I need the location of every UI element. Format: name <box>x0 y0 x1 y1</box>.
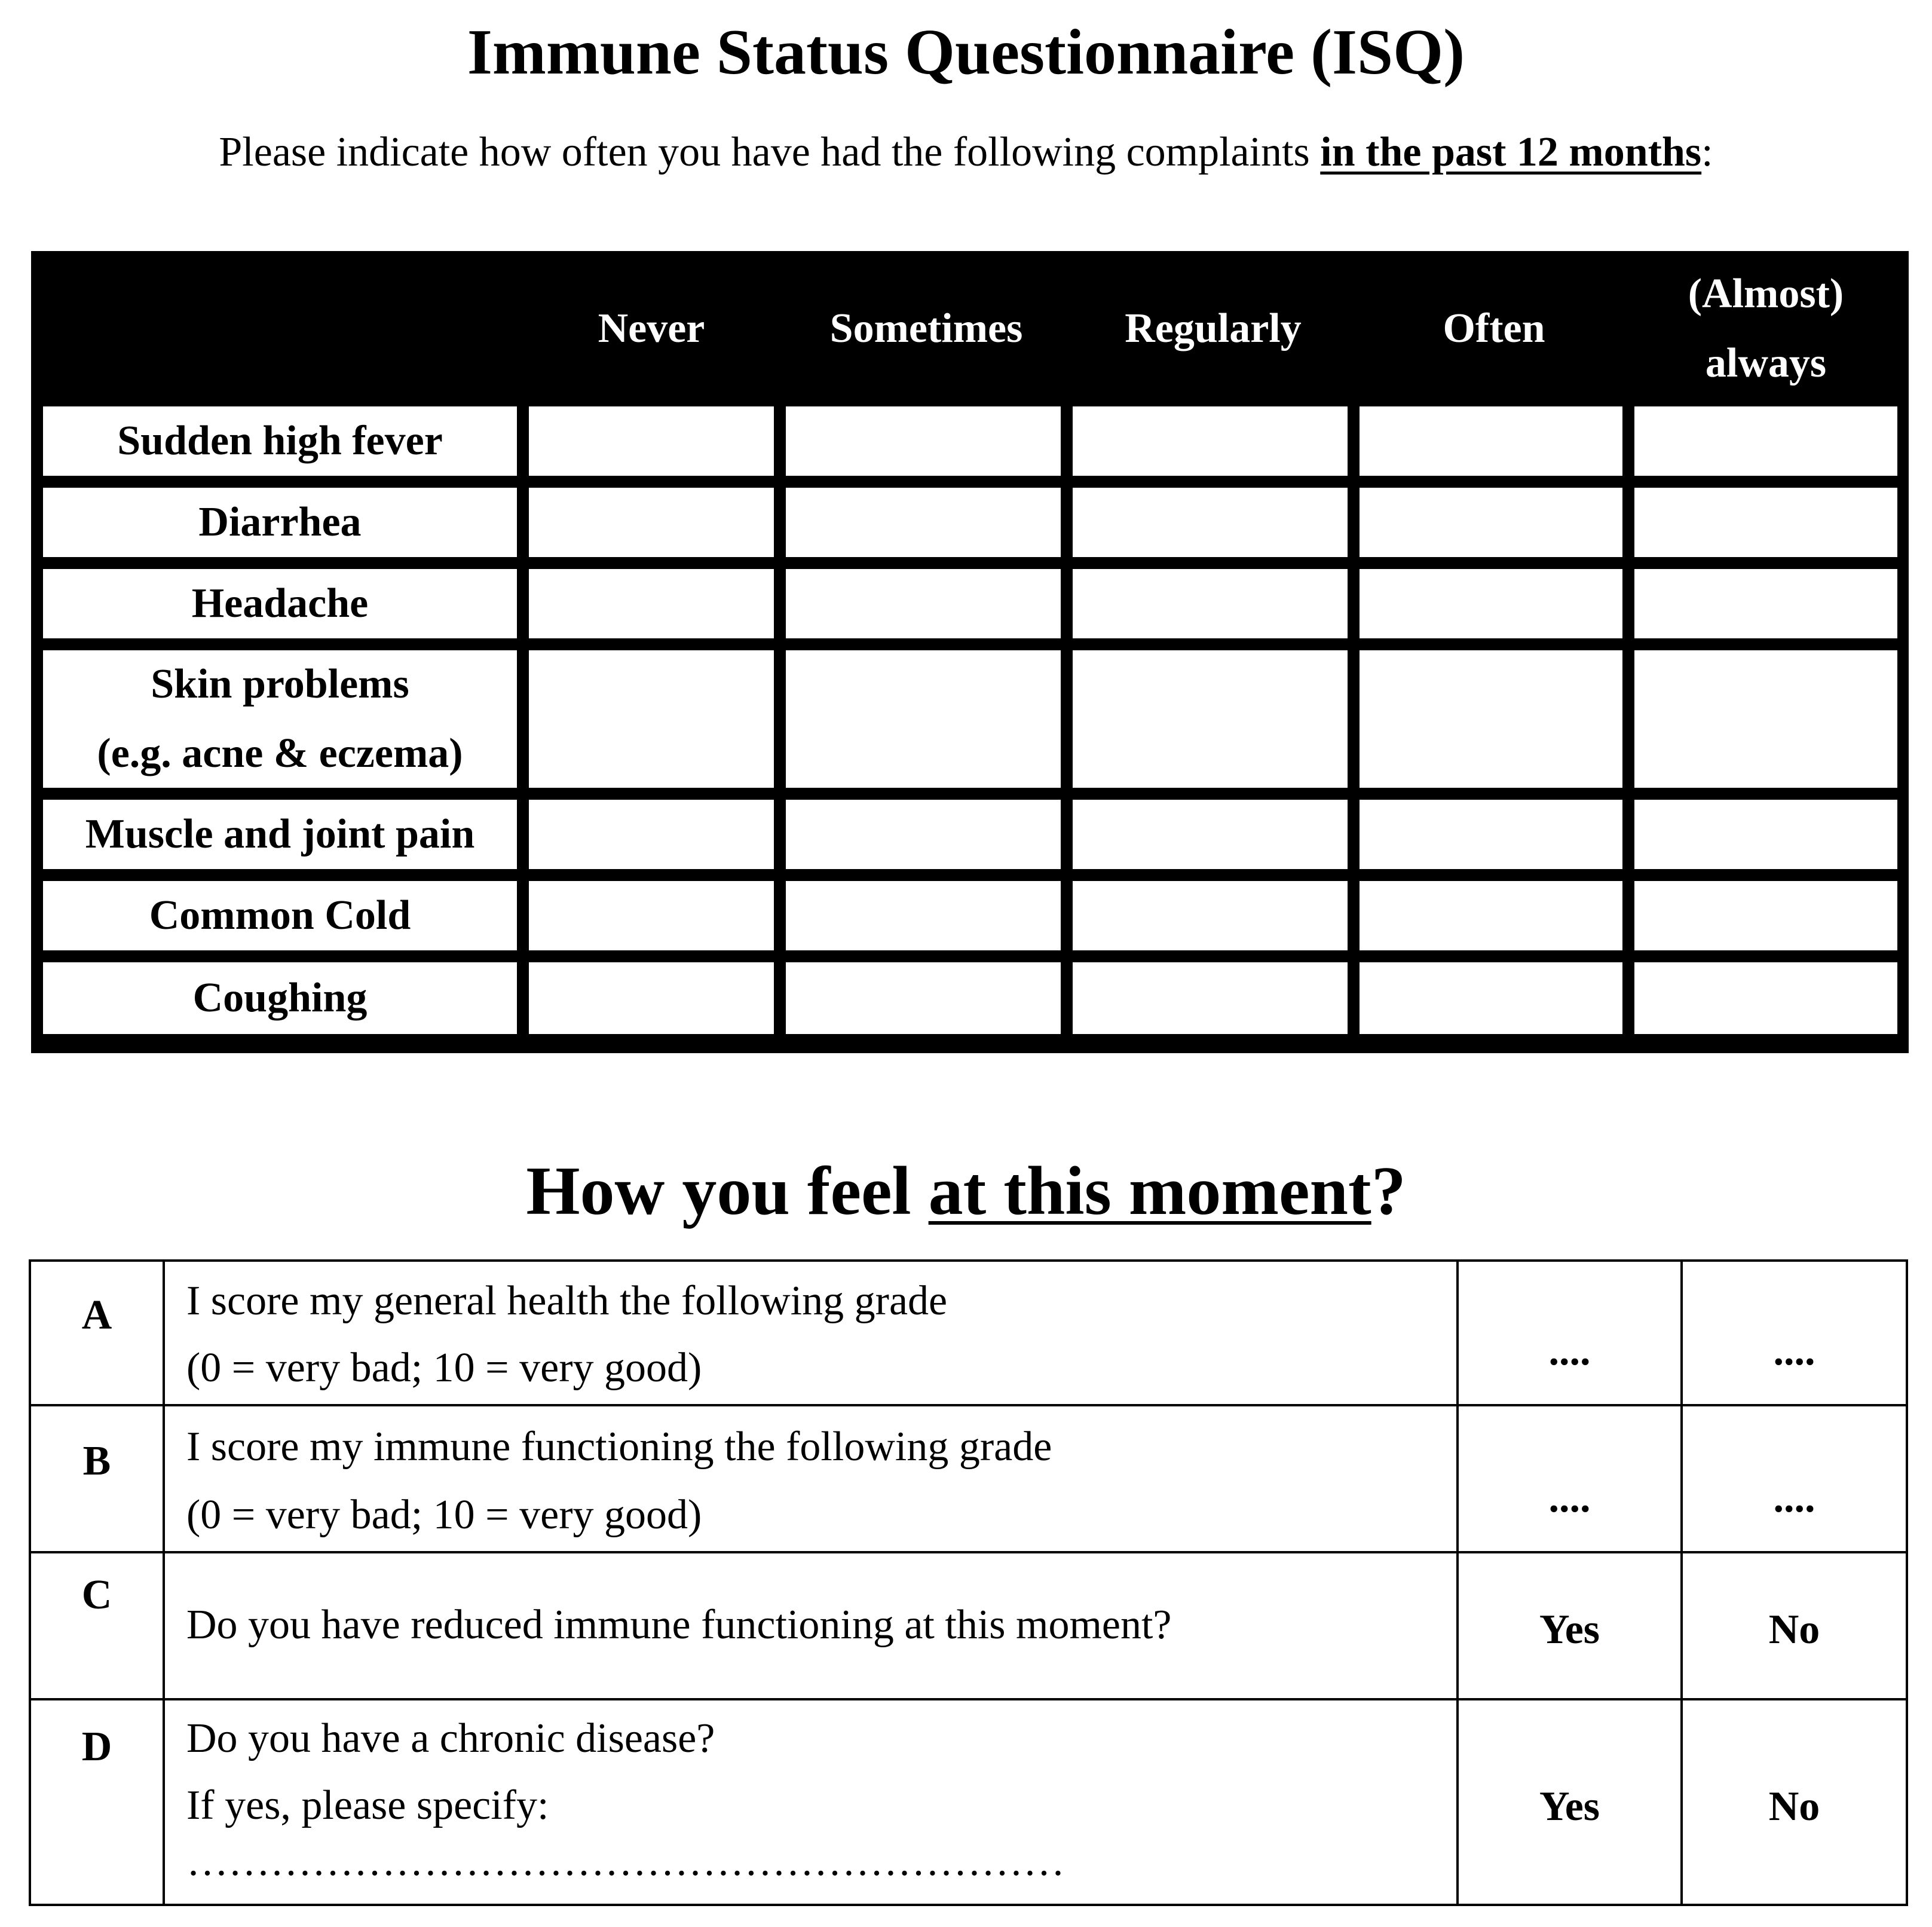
instructions-emphasis: in the past 12 months <box>1320 129 1702 175</box>
row-label-text: Sudden high fever <box>117 418 443 464</box>
question-a-line2: (0 = very bad; 10 = very good) <box>186 1345 702 1391</box>
answer-cell-regularly[interactable] <box>1073 962 1348 1034</box>
question-letter-d: D <box>81 1724 112 1770</box>
answer-cell-regularly[interactable] <box>1073 569 1348 638</box>
row-label-text: Muscle and joint pain <box>85 811 475 857</box>
answer-cell-regularly[interactable] <box>1073 650 1348 788</box>
answer-cell-often[interactable] <box>1360 488 1622 557</box>
column-header-regularly: Regularly <box>1125 305 1302 351</box>
section-heading-suffix: ? <box>1371 1153 1406 1229</box>
question-b-line2: (0 = very bad; 10 = very good) <box>186 1492 702 1538</box>
answer-cell-often[interactable] <box>1360 650 1622 788</box>
question-c-no[interactable]: No <box>1768 1607 1820 1653</box>
row-label <box>43 488 517 557</box>
answer-cell-never[interactable] <box>529 800 774 869</box>
answer-cell-never[interactable] <box>529 488 774 557</box>
row-label-text: Headache <box>191 580 369 626</box>
row-label-text: Skin problems <box>151 661 409 707</box>
answer-cell-almost-always[interactable] <box>1634 488 1897 557</box>
question-letter-c: C <box>81 1572 112 1618</box>
section-heading <box>0 1146 1932 1236</box>
answer-cell-regularly[interactable] <box>1073 406 1348 476</box>
question-letter-b: B <box>82 1438 111 1484</box>
answer-cell-sometimes[interactable] <box>786 881 1061 950</box>
answer-cell-often[interactable] <box>1360 406 1622 476</box>
answer-cell-sometimes[interactable] <box>786 650 1061 788</box>
answer-cell-regularly[interactable] <box>1073 881 1348 950</box>
instructions-prefix: Please indicate how often you have had the following complaints <box>219 129 1321 175</box>
question-d-line2: If yes, please specify: <box>186 1782 549 1828</box>
question-a-answer-2[interactable]: .... <box>1773 1328 1815 1374</box>
question-a-line1: I score my general health the following grade <box>186 1278 948 1324</box>
answer-cell-never[interactable] <box>529 962 774 1034</box>
question-b-answer-2[interactable]: .... <box>1773 1475 1815 1521</box>
answer-cell-regularly[interactable] <box>1073 488 1348 557</box>
question-b-line1: I score my immune functioning the following grade <box>186 1424 1052 1470</box>
answer-cell-sometimes[interactable] <box>786 800 1061 869</box>
answer-cell-often[interactable] <box>1360 569 1622 638</box>
answer-cell-sometimes[interactable] <box>786 406 1061 476</box>
column-header-always: always <box>1705 340 1827 386</box>
answer-cell-almost-always[interactable] <box>1634 406 1897 476</box>
row-label <box>43 569 517 638</box>
column-header-almost-always <box>1634 269 1897 389</box>
answer-cell-never[interactable] <box>529 881 774 950</box>
question-c-yes[interactable]: Yes <box>1539 1607 1600 1653</box>
answer-cell-regularly[interactable] <box>1073 800 1348 869</box>
answer-cell-never[interactable] <box>529 406 774 476</box>
row-label <box>43 650 517 788</box>
answer-cell-sometimes[interactable] <box>786 488 1061 557</box>
column-header-almost: (Almost) <box>1688 271 1844 317</box>
answer-cell-often[interactable] <box>1360 962 1622 1034</box>
column-header-often: Often <box>1443 305 1545 351</box>
answer-cell-never[interactable] <box>529 650 774 788</box>
questions-table <box>29 1259 1908 1906</box>
answer-cell-almost-always[interactable] <box>1634 800 1897 869</box>
question-c-line1: Do you have reduced immune functioning at this moment? <box>186 1602 1172 1648</box>
row-label-subtext: (e.g. acne & eczema) <box>97 730 463 776</box>
answer-cell-almost-always[interactable] <box>1634 962 1897 1034</box>
row-label <box>43 962 517 1034</box>
row-label <box>43 800 517 869</box>
answer-cell-almost-always[interactable] <box>1634 569 1897 638</box>
row-label-text: Common Cold <box>149 892 411 938</box>
answer-cell-often[interactable] <box>1360 800 1622 869</box>
section-heading-emphasis: at this moment <box>928 1153 1371 1229</box>
question-b-answer-1[interactable]: .... <box>1548 1475 1591 1521</box>
row-label-text: Diarrhea <box>198 499 362 545</box>
answer-cell-often[interactable] <box>1360 881 1622 950</box>
page-title: Immune Status Questionnaire (ISQ) <box>467 17 1465 88</box>
instructions <box>0 123 1932 182</box>
frequency-table <box>31 251 1909 1053</box>
answer-cell-sometimes[interactable] <box>786 962 1061 1034</box>
row-label <box>43 881 517 950</box>
question-d-specify-field[interactable]: ……………………………………………………… <box>186 1839 1065 1885</box>
question-a-answer-1[interactable]: .... <box>1548 1328 1591 1374</box>
section-heading-prefix: How you feel <box>526 1153 929 1229</box>
question-d-line1: Do you have a chronic disease? <box>186 1715 715 1761</box>
question-d-no[interactable]: No <box>1768 1784 1820 1830</box>
answer-cell-almost-always[interactable] <box>1634 650 1897 788</box>
row-label-text: Coughing <box>192 975 368 1021</box>
answer-cell-never[interactable] <box>529 569 774 638</box>
instructions-suffix: : <box>1701 129 1713 175</box>
question-d-yes[interactable]: Yes <box>1539 1784 1600 1830</box>
question-letter-a: A <box>81 1292 112 1338</box>
column-header-sometimes: Sometimes <box>829 305 1023 351</box>
answer-cell-sometimes[interactable] <box>786 569 1061 638</box>
row-label <box>43 406 517 476</box>
column-header-never: Never <box>598 305 705 351</box>
answer-cell-almost-always[interactable] <box>1634 881 1897 950</box>
